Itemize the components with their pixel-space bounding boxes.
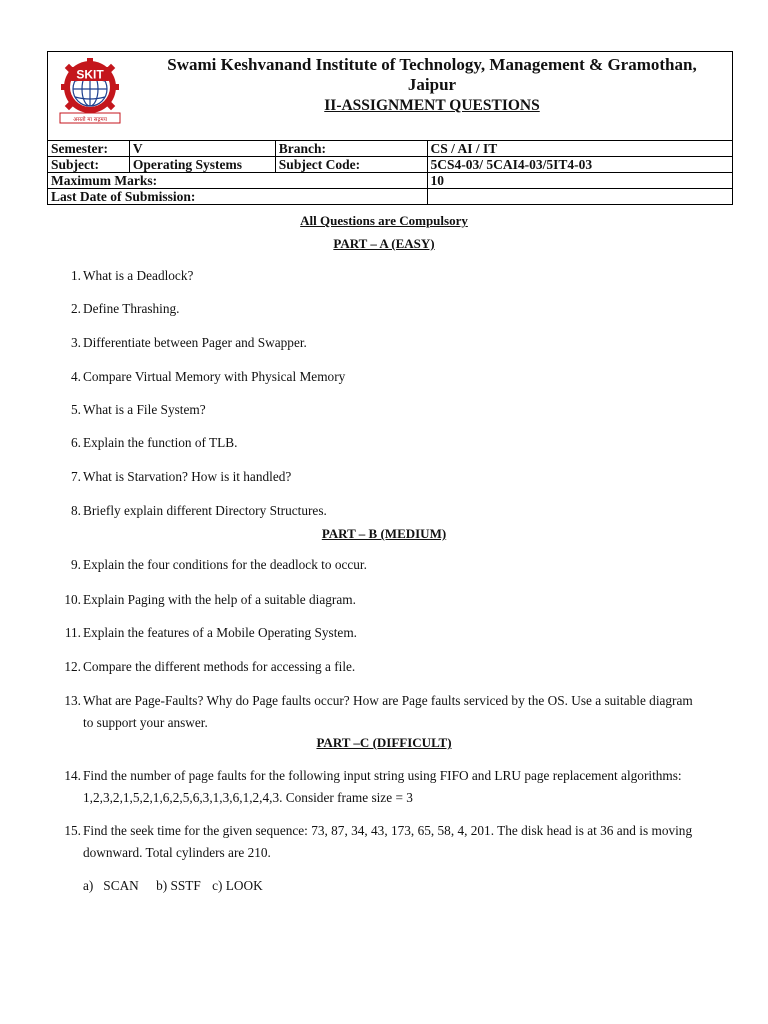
question-line: to support your answer. bbox=[83, 715, 208, 730]
last-date-value bbox=[427, 189, 732, 205]
question-line: 1,2,3,2,1,5,2,1,6,2,5,6,3,1,3,6,1,2,4,3. Consider frame size = 3 bbox=[83, 790, 413, 805]
svg-text:SKIT: SKIT bbox=[76, 67, 104, 82]
question-line: Find the seek time for the given sequence: 73, 87, 34, 43, 173, 65, 58, 4, 201. The disk head is at 36 and is moving bbox=[83, 823, 693, 838]
branch-label: Branch: bbox=[275, 141, 427, 157]
skit-logo bbox=[56, 57, 124, 125]
assignment-title: II-ASSIGNMENT QUESTIONS bbox=[324, 97, 540, 114]
last-date-label: Last Date of Submission: bbox=[48, 189, 428, 205]
option-a: a) SCAN bbox=[83, 878, 139, 893]
subject-code-value: 5CS4-03/ 5CAI4-03/5IT4-03 bbox=[427, 157, 732, 173]
table-row bbox=[48, 189, 733, 205]
option-c: c) LOOK bbox=[212, 878, 263, 893]
table-row bbox=[48, 157, 733, 173]
info-table bbox=[47, 140, 733, 205]
option-b: b) SSTF bbox=[156, 878, 201, 893]
part-c-heading: PART –C (DIFFICULT) bbox=[316, 735, 452, 750]
semester-value: V bbox=[129, 141, 275, 157]
part-b-heading: PART – B (MEDIUM) bbox=[321, 526, 447, 541]
institute-name-line1: Swami Keshvanand Institute of Technology, Management & Gramothan, bbox=[167, 55, 697, 74]
instructions: All Questions are Compulsory bbox=[300, 213, 468, 228]
svg-text:असतो मा सद्गमय: असतो मा सद्गमय bbox=[73, 117, 107, 123]
question-line: downward. Total cylinders are 210. bbox=[83, 845, 271, 860]
max-marks-value: 10 bbox=[427, 173, 732, 189]
part-a-heading: PART – A (EASY) bbox=[333, 236, 435, 251]
subject-code-label: Subject Code: bbox=[275, 157, 427, 173]
header-box bbox=[47, 51, 733, 141]
table-row bbox=[48, 141, 733, 157]
question-line: What are Page-Faults? Why do Page faults occur? How are Page faults serviced by the OS. Use a suitable diagram bbox=[83, 693, 693, 708]
institute-name bbox=[138, 55, 726, 95]
institute-name-line2: Jaipur bbox=[407, 75, 457, 94]
branch-value: CS / AI / IT bbox=[427, 141, 732, 157]
subject-value: Operating Systems bbox=[129, 157, 275, 173]
table-row bbox=[48, 173, 733, 189]
subject-label: Subject: bbox=[48, 157, 130, 173]
max-marks-label: Maximum Marks: bbox=[48, 173, 428, 189]
semester-label: Semester: bbox=[48, 141, 130, 157]
question-line: Find the number of page faults for the following input string using FIFO and LRU page replacement algorithms: bbox=[83, 768, 682, 783]
